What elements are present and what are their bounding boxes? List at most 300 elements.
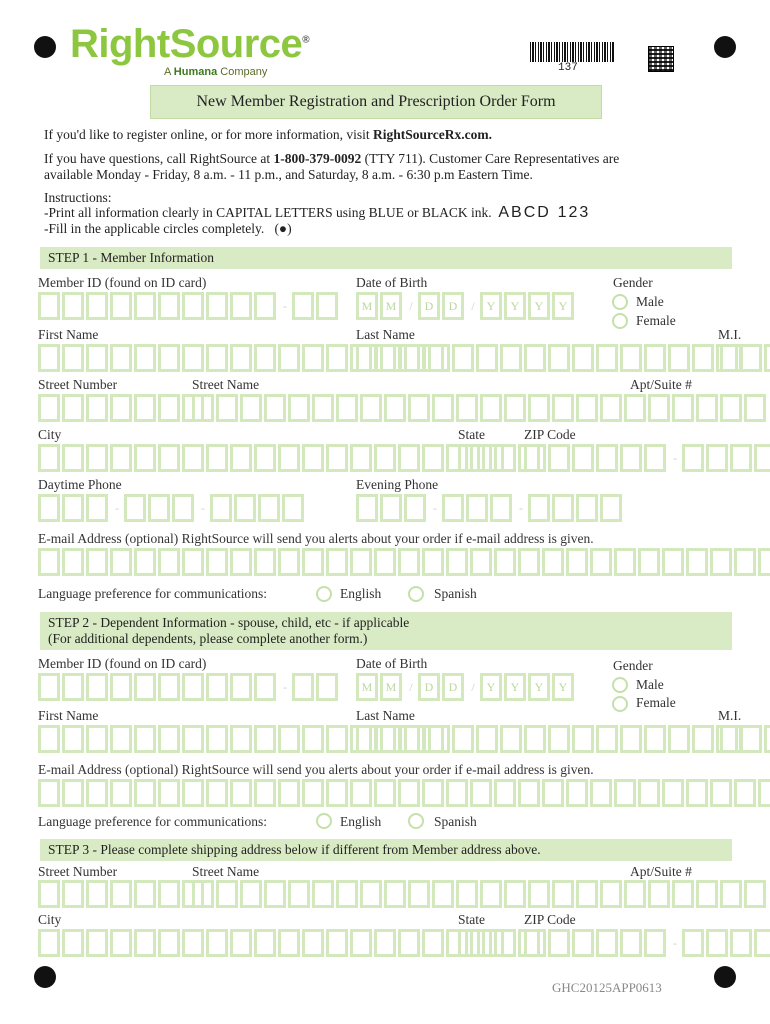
char-box[interactable] <box>206 929 228 957</box>
char-box[interactable] <box>524 929 546 957</box>
char-box[interactable] <box>620 725 642 753</box>
char-box[interactable] <box>662 548 684 576</box>
char-box[interactable] <box>134 548 156 576</box>
char-box[interactable] <box>254 779 276 807</box>
char-box[interactable] <box>158 673 180 701</box>
char-box[interactable] <box>110 929 132 957</box>
char-box[interactable] <box>730 929 752 957</box>
char-box[interactable] <box>470 548 492 576</box>
char-box[interactable] <box>458 444 480 472</box>
char-box[interactable] <box>422 929 444 957</box>
char-box[interactable] <box>302 779 324 807</box>
char-box[interactable] <box>380 725 402 753</box>
char-box[interactable] <box>62 779 84 807</box>
char-box[interactable] <box>316 673 338 701</box>
char-box[interactable] <box>456 880 478 908</box>
char-box[interactable] <box>288 880 310 908</box>
char-box[interactable] <box>744 880 766 908</box>
char-box[interactable] <box>672 880 694 908</box>
char-box[interactable]: Y <box>504 673 526 701</box>
char-box[interactable] <box>398 444 420 472</box>
char-box[interactable] <box>360 394 382 422</box>
char-box[interactable] <box>356 494 378 522</box>
char-box[interactable] <box>134 725 156 753</box>
char-box[interactable] <box>590 548 612 576</box>
char-box[interactable] <box>442 494 464 522</box>
char-box[interactable] <box>182 673 204 701</box>
char-box[interactable] <box>38 344 60 372</box>
char-box[interactable] <box>620 444 642 472</box>
char-box[interactable] <box>216 394 238 422</box>
char-box[interactable] <box>302 725 324 753</box>
char-box[interactable] <box>62 494 84 522</box>
char-box[interactable]: D <box>442 673 464 701</box>
char-box[interactable] <box>754 929 770 957</box>
char-box[interactable] <box>644 344 666 372</box>
char-box[interactable] <box>316 292 338 320</box>
char-box[interactable] <box>258 494 280 522</box>
char-box[interactable] <box>326 444 348 472</box>
char-box[interactable] <box>110 880 132 908</box>
char-box[interactable] <box>230 444 252 472</box>
char-box[interactable] <box>480 394 502 422</box>
char-box[interactable] <box>264 394 286 422</box>
mi-field[interactable] <box>720 344 744 372</box>
char-box[interactable] <box>720 725 742 753</box>
dep-dob-field[interactable] <box>356 673 576 701</box>
dep-last-name-field[interactable] <box>356 725 770 753</box>
char-box[interactable] <box>566 548 588 576</box>
char-box[interactable]: D <box>418 673 440 701</box>
char-box[interactable] <box>278 779 300 807</box>
email-field[interactable] <box>38 548 770 576</box>
char-box[interactable] <box>548 725 570 753</box>
char-box[interactable] <box>86 880 108 908</box>
char-box[interactable]: M <box>380 292 402 320</box>
char-box[interactable] <box>542 779 564 807</box>
char-box[interactable] <box>206 673 228 701</box>
char-box[interactable] <box>158 779 180 807</box>
gender-female-radio[interactable] <box>612 313 628 329</box>
char-box[interactable] <box>422 779 444 807</box>
char-box[interactable] <box>764 725 770 753</box>
char-box[interactable] <box>528 880 550 908</box>
char-box[interactable] <box>62 394 84 422</box>
char-box[interactable] <box>192 394 214 422</box>
char-box[interactable]: Y <box>504 292 526 320</box>
char-box[interactable] <box>62 725 84 753</box>
char-box[interactable] <box>62 929 84 957</box>
char-box[interactable] <box>206 292 228 320</box>
char-box[interactable] <box>110 725 132 753</box>
char-box[interactable] <box>254 344 276 372</box>
char-box[interactable] <box>648 394 670 422</box>
ship-state-field[interactable] <box>458 929 506 957</box>
char-box[interactable] <box>668 344 690 372</box>
char-box[interactable] <box>110 548 132 576</box>
char-box[interactable] <box>134 292 156 320</box>
char-box[interactable]: Y <box>528 673 550 701</box>
char-box[interactable] <box>374 779 396 807</box>
char-box[interactable] <box>134 344 156 372</box>
char-box[interactable] <box>552 494 574 522</box>
char-box[interactable] <box>230 779 252 807</box>
char-box[interactable] <box>596 344 618 372</box>
char-box[interactable] <box>476 725 498 753</box>
char-box[interactable] <box>38 673 60 701</box>
char-box[interactable] <box>312 880 334 908</box>
char-box[interactable]: Y <box>552 292 574 320</box>
char-box[interactable] <box>134 444 156 472</box>
char-box[interactable] <box>682 929 704 957</box>
char-box[interactable] <box>692 725 714 753</box>
char-box[interactable] <box>158 725 180 753</box>
char-box[interactable] <box>158 880 180 908</box>
char-box[interactable] <box>62 673 84 701</box>
char-box[interactable] <box>458 929 480 957</box>
dep-member-id-field[interactable] <box>38 673 340 701</box>
char-box[interactable] <box>744 394 766 422</box>
last-name-field[interactable] <box>356 344 770 372</box>
char-box[interactable] <box>682 444 704 472</box>
char-box[interactable] <box>282 494 304 522</box>
char-box[interactable] <box>576 394 598 422</box>
char-box[interactable] <box>706 444 728 472</box>
char-box[interactable] <box>134 394 156 422</box>
website-link[interactable]: RightSourceRx.com. <box>372 127 492 142</box>
char-box[interactable] <box>754 444 770 472</box>
char-box[interactable]: Y <box>480 673 502 701</box>
char-box[interactable] <box>734 779 756 807</box>
char-box[interactable] <box>720 394 742 422</box>
char-box[interactable] <box>302 548 324 576</box>
char-box[interactable] <box>326 779 348 807</box>
member-id-field[interactable] <box>38 292 340 320</box>
char-box[interactable] <box>730 444 752 472</box>
char-box[interactable] <box>374 444 396 472</box>
char-box[interactable] <box>422 548 444 576</box>
char-box[interactable] <box>596 929 618 957</box>
char-box[interactable] <box>428 344 450 372</box>
char-box[interactable] <box>134 673 156 701</box>
char-box[interactable] <box>210 494 232 522</box>
char-box[interactable] <box>494 779 516 807</box>
char-box[interactable] <box>62 548 84 576</box>
char-box[interactable] <box>86 779 108 807</box>
char-box[interactable] <box>86 548 108 576</box>
char-box[interactable] <box>764 344 770 372</box>
char-box[interactable] <box>206 344 228 372</box>
char-box[interactable] <box>710 548 732 576</box>
char-box[interactable] <box>494 548 516 576</box>
char-box[interactable] <box>356 344 378 372</box>
ship-apt-field[interactable] <box>600 880 768 908</box>
char-box[interactable] <box>590 779 612 807</box>
dep-gender-female-radio[interactable] <box>612 696 628 712</box>
char-box[interactable] <box>384 880 406 908</box>
char-box[interactable] <box>566 779 588 807</box>
char-box[interactable] <box>230 548 252 576</box>
char-box[interactable] <box>576 494 598 522</box>
char-box[interactable] <box>230 929 252 957</box>
char-box[interactable] <box>758 548 770 576</box>
char-box[interactable] <box>216 880 238 908</box>
char-box[interactable] <box>288 394 310 422</box>
char-box[interactable] <box>326 344 348 372</box>
char-box[interactable] <box>692 344 714 372</box>
char-box[interactable] <box>312 394 334 422</box>
char-box[interactable] <box>374 929 396 957</box>
char-box[interactable] <box>446 779 468 807</box>
char-box[interactable] <box>326 929 348 957</box>
char-box[interactable] <box>182 444 204 472</box>
char-box[interactable] <box>504 880 526 908</box>
char-box[interactable] <box>456 394 478 422</box>
char-box[interactable] <box>350 444 372 472</box>
char-box[interactable] <box>110 292 132 320</box>
char-box[interactable] <box>86 929 108 957</box>
char-box[interactable] <box>158 394 180 422</box>
char-box[interactable] <box>302 929 324 957</box>
char-box[interactable] <box>172 494 194 522</box>
char-box[interactable] <box>292 673 314 701</box>
char-box[interactable] <box>264 880 286 908</box>
char-box[interactable] <box>38 444 60 472</box>
char-box[interactable] <box>500 725 522 753</box>
char-box[interactable] <box>230 725 252 753</box>
char-box[interactable] <box>446 548 468 576</box>
char-box[interactable] <box>614 779 636 807</box>
char-box[interactable] <box>62 344 84 372</box>
char-box[interactable] <box>648 880 670 908</box>
char-box[interactable] <box>350 548 372 576</box>
char-box[interactable] <box>662 779 684 807</box>
char-box[interactable] <box>644 725 666 753</box>
char-box[interactable] <box>572 444 594 472</box>
char-box[interactable] <box>134 779 156 807</box>
char-box[interactable] <box>254 292 276 320</box>
char-box[interactable] <box>452 344 474 372</box>
char-box[interactable] <box>548 929 570 957</box>
char-box[interactable] <box>110 779 132 807</box>
char-box[interactable] <box>404 344 426 372</box>
dep-language-spanish-radio[interactable] <box>408 813 424 829</box>
char-box[interactable] <box>278 929 300 957</box>
char-box[interactable] <box>528 394 550 422</box>
char-box[interactable] <box>524 344 546 372</box>
ship-street-number-field[interactable] <box>38 880 206 908</box>
char-box[interactable] <box>758 779 770 807</box>
char-box[interactable] <box>278 725 300 753</box>
language-spanish-radio[interactable] <box>408 586 424 602</box>
char-box[interactable] <box>528 494 550 522</box>
char-box[interactable] <box>302 344 324 372</box>
char-box[interactable] <box>452 725 474 753</box>
char-box[interactable] <box>110 444 132 472</box>
char-box[interactable] <box>240 880 262 908</box>
zip-field[interactable] <box>524 444 770 472</box>
char-box[interactable]: M <box>356 673 378 701</box>
char-box[interactable] <box>432 880 454 908</box>
char-box[interactable] <box>38 394 60 422</box>
char-box[interactable] <box>182 344 204 372</box>
language-english-radio[interactable] <box>316 586 332 602</box>
char-box[interactable] <box>230 673 252 701</box>
char-box[interactable] <box>38 779 60 807</box>
char-box[interactable] <box>600 394 622 422</box>
char-box[interactable] <box>38 548 60 576</box>
char-box[interactable] <box>482 929 504 957</box>
char-box[interactable] <box>86 494 108 522</box>
char-box[interactable] <box>182 725 204 753</box>
char-box[interactable] <box>86 673 108 701</box>
char-box[interactable] <box>158 548 180 576</box>
char-box[interactable] <box>380 344 402 372</box>
char-box[interactable] <box>278 444 300 472</box>
char-box[interactable] <box>158 292 180 320</box>
char-box[interactable] <box>596 725 618 753</box>
char-box[interactable] <box>278 344 300 372</box>
char-box[interactable] <box>672 394 694 422</box>
char-box[interactable] <box>230 344 252 372</box>
char-box[interactable] <box>206 779 228 807</box>
char-box[interactable] <box>696 394 718 422</box>
char-box[interactable]: M <box>356 292 378 320</box>
char-box[interactable] <box>614 548 636 576</box>
char-box[interactable] <box>480 880 502 908</box>
char-box[interactable] <box>624 394 646 422</box>
char-box[interactable] <box>86 292 108 320</box>
char-box[interactable] <box>206 444 228 472</box>
char-box[interactable] <box>38 292 60 320</box>
char-box[interactable] <box>504 394 526 422</box>
char-box[interactable] <box>432 394 454 422</box>
char-box[interactable] <box>326 548 348 576</box>
char-box[interactable]: Y <box>480 292 502 320</box>
char-box[interactable] <box>230 292 252 320</box>
char-box[interactable]: M <box>380 673 402 701</box>
char-box[interactable] <box>706 929 728 957</box>
char-box[interactable] <box>356 725 378 753</box>
char-box[interactable] <box>182 548 204 576</box>
char-box[interactable] <box>734 548 756 576</box>
char-box[interactable] <box>158 344 180 372</box>
char-box[interactable]: Y <box>528 292 550 320</box>
char-box[interactable] <box>254 673 276 701</box>
dep-language-english-radio[interactable] <box>316 813 332 829</box>
char-box[interactable] <box>380 494 402 522</box>
char-box[interactable] <box>470 779 492 807</box>
apt-field[interactable] <box>600 394 768 422</box>
char-box[interactable] <box>686 779 708 807</box>
char-box[interactable] <box>158 929 180 957</box>
char-box[interactable] <box>620 344 642 372</box>
char-box[interactable] <box>398 929 420 957</box>
char-box[interactable] <box>254 929 276 957</box>
char-box[interactable] <box>524 725 546 753</box>
char-box[interactable] <box>86 444 108 472</box>
char-box[interactable] <box>206 725 228 753</box>
char-box[interactable] <box>182 779 204 807</box>
char-box[interactable] <box>720 880 742 908</box>
char-box[interactable] <box>134 929 156 957</box>
char-box[interactable] <box>476 344 498 372</box>
char-box[interactable]: Y <box>552 673 574 701</box>
char-box[interactable] <box>254 444 276 472</box>
char-box[interactable] <box>86 394 108 422</box>
char-box[interactable] <box>572 725 594 753</box>
char-box[interactable] <box>500 344 522 372</box>
char-box[interactable] <box>404 494 426 522</box>
char-box[interactable]: D <box>418 292 440 320</box>
dob-field[interactable] <box>356 292 576 320</box>
char-box[interactable] <box>428 725 450 753</box>
char-box[interactable] <box>542 548 564 576</box>
char-box[interactable] <box>518 779 540 807</box>
char-box[interactable] <box>374 548 396 576</box>
char-box[interactable] <box>576 880 598 908</box>
char-box[interactable] <box>398 779 420 807</box>
char-box[interactable] <box>552 394 574 422</box>
char-box[interactable] <box>600 880 622 908</box>
char-box[interactable] <box>192 880 214 908</box>
char-box[interactable] <box>572 929 594 957</box>
char-box[interactable] <box>206 548 228 576</box>
char-box[interactable] <box>552 880 574 908</box>
char-box[interactable] <box>158 444 180 472</box>
char-box[interactable] <box>336 880 358 908</box>
char-box[interactable] <box>110 394 132 422</box>
char-box[interactable] <box>240 394 262 422</box>
char-box[interactable] <box>110 673 132 701</box>
gender-male-radio[interactable] <box>612 294 628 310</box>
evening-phone-field[interactable] <box>356 494 624 522</box>
char-box[interactable] <box>326 725 348 753</box>
char-box[interactable] <box>408 394 430 422</box>
street-number-field[interactable] <box>38 394 206 422</box>
char-box[interactable] <box>548 444 570 472</box>
char-box[interactable] <box>710 779 732 807</box>
char-box[interactable] <box>38 929 60 957</box>
char-box[interactable] <box>234 494 256 522</box>
char-box[interactable] <box>620 929 642 957</box>
char-box[interactable] <box>38 494 60 522</box>
char-box[interactable] <box>572 344 594 372</box>
dep-email-field[interactable] <box>38 779 770 807</box>
char-box[interactable] <box>302 444 324 472</box>
char-box[interactable] <box>384 394 406 422</box>
char-box[interactable] <box>696 880 718 908</box>
daytime-phone-field[interactable] <box>38 494 306 522</box>
char-box[interactable] <box>124 494 146 522</box>
char-box[interactable] <box>482 444 504 472</box>
state-field[interactable] <box>458 444 506 472</box>
char-box[interactable] <box>62 292 84 320</box>
char-box[interactable] <box>624 880 646 908</box>
char-box[interactable] <box>292 292 314 320</box>
char-box[interactable] <box>720 344 742 372</box>
char-box[interactable] <box>466 494 488 522</box>
char-box[interactable] <box>62 880 84 908</box>
char-box[interactable] <box>278 548 300 576</box>
char-box[interactable] <box>422 444 444 472</box>
char-box[interactable] <box>182 929 204 957</box>
char-box[interactable] <box>360 880 382 908</box>
char-box[interactable] <box>148 494 170 522</box>
char-box[interactable] <box>524 444 546 472</box>
char-box[interactable]: D <box>442 292 464 320</box>
char-box[interactable] <box>254 548 276 576</box>
